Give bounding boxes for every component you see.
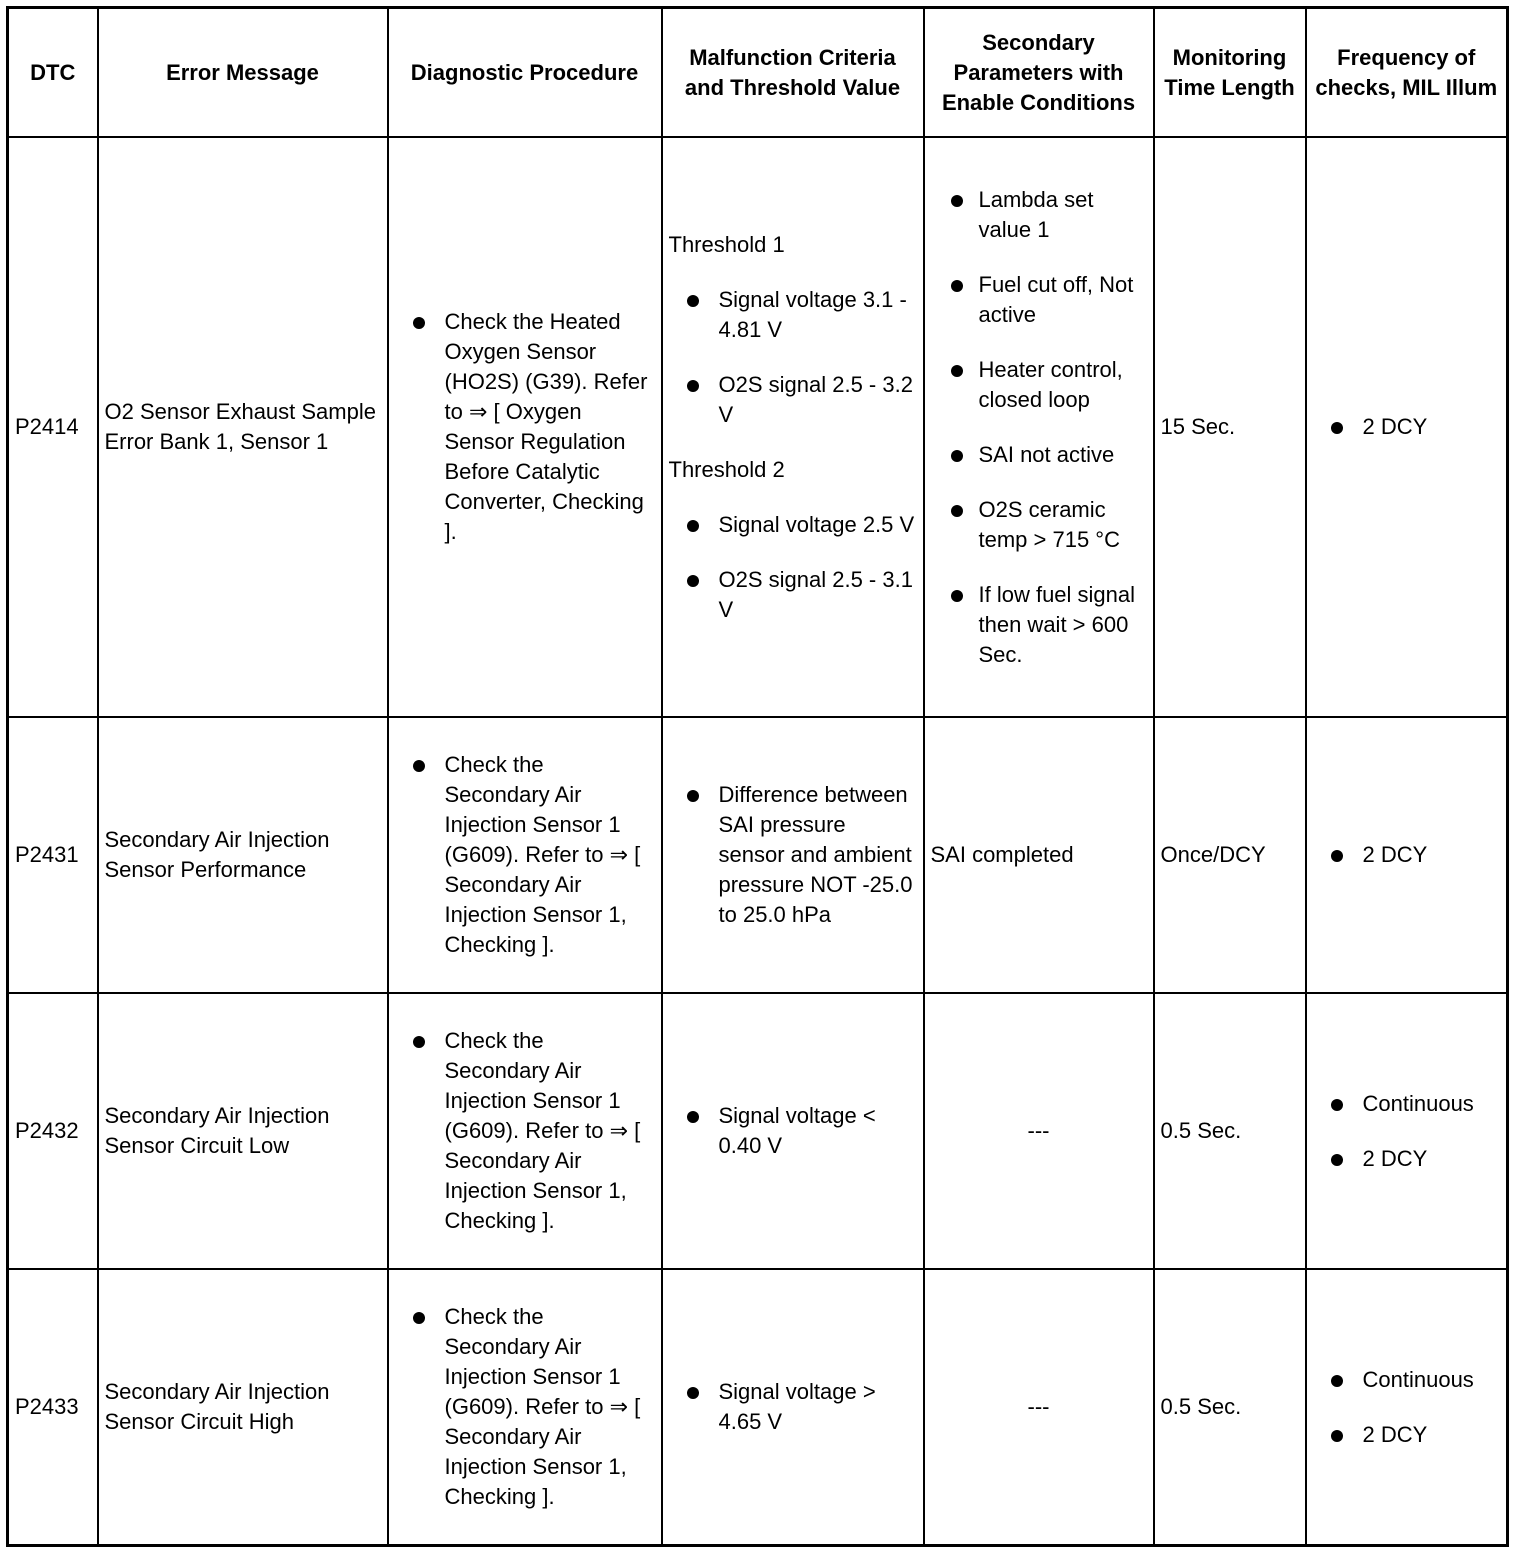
frequency-item: 2 DCY [1313,412,1501,442]
error-message: Secondary Air Injection Sensor Circuit High [98,1269,388,1546]
header-monitoring-time: Monitoring Time Length [1154,8,1306,138]
parameter-item: Lambda set value 1 [931,185,1147,245]
table-row [8,137,1508,717]
dtc-code: P2414 [8,137,98,717]
dtc-code: P2432 [8,993,98,1269]
frequency [1306,717,1508,993]
criteria-item: O2S signal 2.5 - 3.1 V [669,565,917,625]
diagnostic-procedure [388,717,662,993]
header-row [8,8,1508,138]
diagnostic-procedure [388,993,662,1269]
frequency-item: 2 DCY [1313,840,1501,870]
frequency [1306,993,1508,1269]
header-error-message: Error Message [98,8,388,138]
monitoring-time: 0.5 Sec. [1154,1269,1306,1546]
parameter-item: O2S ceramic temp > 715 °C [931,495,1147,555]
header-frequency: Frequency of checks, MIL Illum [1306,8,1508,138]
table-row [8,717,1508,993]
diagnostic-procedure [388,137,662,717]
parameter-item: Fuel cut off, Not active [931,270,1147,330]
malfunction-criteria [662,1269,924,1546]
error-message: Secondary Air Injection Sensor Performance [98,717,388,993]
criteria-item: Signal voltage 2.5 V [669,510,917,540]
frequency [1306,137,1508,717]
monitoring-time: 15 Sec. [1154,137,1306,717]
diagnostic-procedure [388,1269,662,1546]
parameter-item: Heater control, closed loop [931,355,1147,415]
criteria-item: O2S signal 2.5 - 3.2 V [669,370,917,430]
secondary-parameters: --- [924,993,1154,1269]
parameter-item: SAI not active [931,440,1147,470]
procedure-item: Check the Secondary Air Injection Sensor 1 (G609). Refer to ⇒ [ Secondary Air Injection Sensor 1, Checking ]. [395,1026,655,1236]
criteria-item: Difference between SAI pressure sensor and ambient pressure NOT -25.0 to 25.0 hPa [669,780,917,930]
threshold-label: Threshold 2 [668,456,785,482]
monitoring-time: 0.5 Sec. [1154,993,1306,1269]
header-diagnostic-procedure: Diagnostic Procedure [388,8,662,138]
threshold-label: Threshold 1 [668,231,785,257]
frequency-item: Continuous [1313,1365,1501,1395]
error-message: Secondary Air Injection Sensor Circuit Low [98,993,388,1269]
secondary-parameters: SAI completed [924,717,1154,993]
criteria-item: Signal voltage > 4.65 V [669,1377,917,1437]
frequency-item: 2 DCY [1313,1420,1501,1450]
header-secondary-parameters: Secondary Parameters with Enable Conditions [924,8,1154,138]
malfunction-criteria [662,993,924,1269]
frequency-item: Continuous [1313,1089,1501,1119]
dtc-table [6,6,1509,1547]
procedure-item: Check the Secondary Air Injection Sensor 1 (G609). Refer to ⇒ [ Secondary Air Injection Sensor 1, Checking ]. [395,1302,655,1512]
frequency [1306,1269,1508,1546]
malfunction-criteria [662,137,924,717]
table-row [8,993,1508,1269]
procedure-item: Check the Heated Oxygen Sensor (HO2S) (G39). Refer to ⇒ [ Oxygen Sensor Regulation Before Catalytic Converter, Checking ]. [395,307,655,547]
dtc-code: P2433 [8,1269,98,1546]
malfunction-criteria [662,717,924,993]
procedure-item: Check the Secondary Air Injection Sensor 1 (G609). Refer to ⇒ [ Secondary Air Injection Sensor 1, Checking ]. [395,750,655,960]
secondary-parameters [924,137,1154,717]
criteria-item: Signal voltage < 0.40 V [669,1101,917,1161]
criteria-item: Signal voltage 3.1 - 4.81 V [669,285,917,345]
secondary-parameters: --- [924,1269,1154,1546]
dtc-code: P2431 [8,717,98,993]
header-dtc: DTC [8,8,98,138]
monitoring-time: Once/DCY [1154,717,1306,993]
error-message: O2 Sensor Exhaust Sample Error Bank 1, Sensor 1 [98,137,388,717]
dtc-table-container [6,6,1509,1547]
frequency-item: 2 DCY [1313,1144,1501,1174]
table-row [8,1269,1508,1546]
parameter-item: If low fuel signal then wait > 600 Sec. [931,580,1147,670]
header-malfunction-criteria: Malfunction Criteria and Threshold Value [662,8,924,138]
